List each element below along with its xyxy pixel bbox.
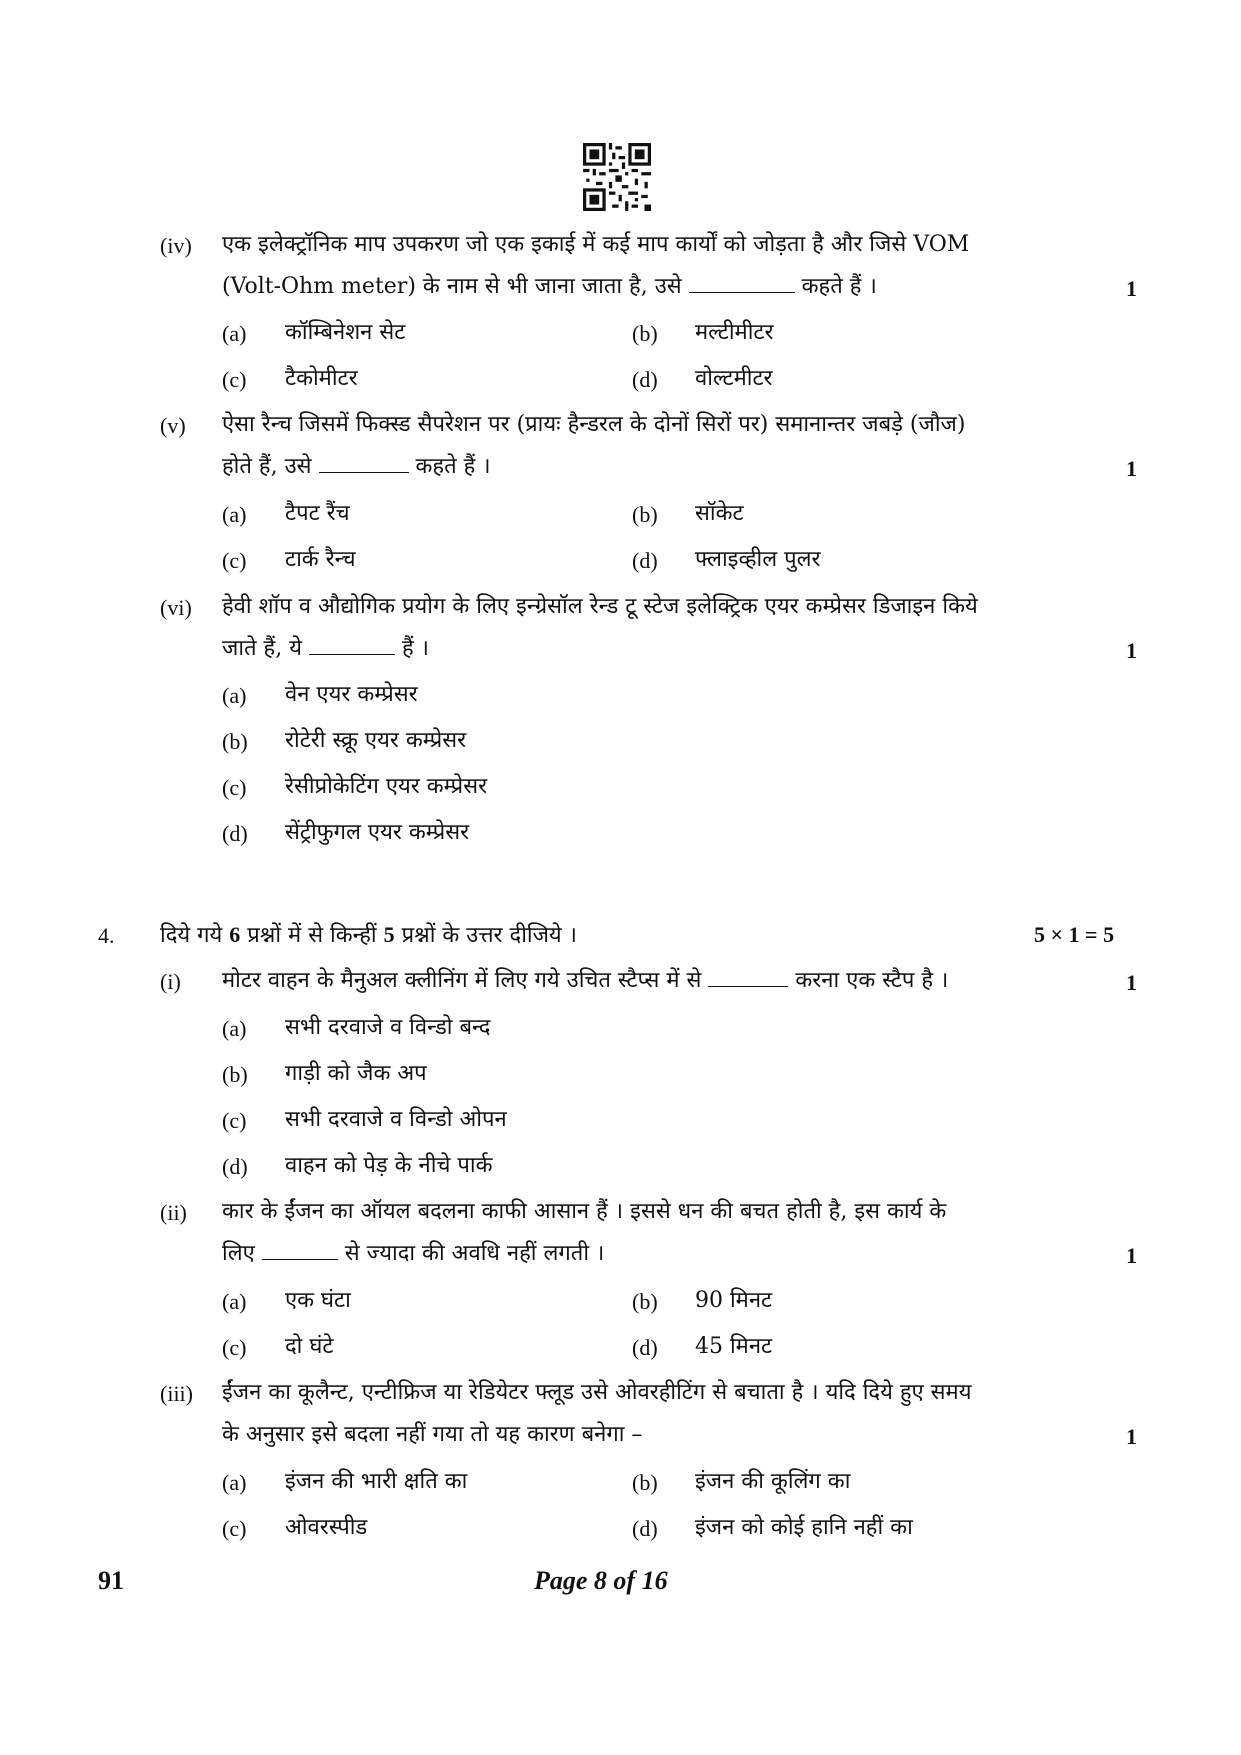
option-text: वेन एयर कम्प्रेसर [285, 682, 418, 707]
option-label: (c) [222, 367, 247, 392]
answer-blank [262, 1241, 338, 1260]
option-label: (a) [222, 321, 247, 346]
answer-blank [309, 636, 395, 655]
option-text: दो घंटे [285, 1334, 334, 1359]
option-text: एक घंटा [285, 1288, 351, 1313]
section-instructions: दिये गये 6 प्रश्नों में से किन्हीं 5 प्रश्नों के उत्तर दीजिये । [160, 922, 578, 948]
question-number: (vi) [160, 595, 192, 620]
option-label: (a) [222, 1470, 247, 1495]
option-label: (d) [632, 548, 658, 573]
option-label: (d) [632, 1516, 658, 1541]
option-label: (c) [222, 1516, 247, 1541]
option-text: फ्लाइव्हील पुलर [695, 547, 821, 572]
question-text: कार के ईंजन का ऑयल बदलना काफी आसान हैं । इससे धन की बचत होती है, इस कार्य के [222, 1199, 947, 1224]
question-number: (i) [160, 969, 181, 994]
option-text: वोल्टमीटर [695, 366, 773, 391]
option-label: (c) [222, 775, 247, 800]
option-label: (b) [222, 1062, 248, 1087]
question-text: ईंजन का कूलैन्ट, एन्टीफ्रिज या रेडियेटर फ्लूड उसे ओवरहीटिंग से बचाता है । यदि दिये हुए समय [222, 1380, 972, 1405]
option-text: रोटेरी स्क्रू एयर कम्प्रेसर [285, 728, 467, 753]
question-marks: 1 [1126, 970, 1137, 995]
question-number: (iv) [160, 233, 192, 258]
section-number: 4. [98, 923, 115, 948]
option-label: (d) [632, 367, 658, 392]
option-text: टैकोमीटर [285, 366, 358, 391]
question-marks: 1 [1126, 456, 1137, 481]
question-text-line2: होते हैं, उसे कहते हैं । [222, 454, 491, 479]
option-label: (b) [632, 1289, 658, 1314]
option-label: (d) [222, 821, 248, 846]
question-text-line2: के अनुसार इसे बदला नहीं गया तो यह कारण बनेगा – [222, 1422, 643, 1447]
option-label: (c) [222, 548, 247, 573]
option-label: (b) [632, 321, 658, 346]
question-marks: 1 [1126, 1243, 1137, 1268]
question-text: एक इलेक्ट्रॉनिक माप उपकरण जो एक इकाई में कई माप कार्यों को जोड़ता है और जिसे VOM [222, 232, 970, 257]
question-text-line2: (Volt-Ohm meter) के नाम से भी जाना जाता है, उसे कहते हैं । [222, 274, 877, 299]
page-number: Page 8 of 16 [534, 1566, 668, 1595]
question-text: ऐसा रैन्च जिसमें फिक्स्ड सैपरेशन पर (प्रायः हैन्डरल के दोनों सिरों पर) समानान्तर जबड़े (जौज) [222, 412, 966, 437]
option-label: (c) [222, 1335, 247, 1360]
option-label: (b) [632, 502, 658, 527]
option-label: (a) [222, 1016, 247, 1041]
question-text: हेवी शॉप व औद्योगिक प्रयोग के लिए इन्ग्रेसॉल रेन्ड टू स्टेज इलेक्ट्रिक एयर कम्प्रेसर डिजाइन किये [222, 594, 978, 619]
option-label: (a) [222, 502, 247, 527]
question-marks: 1 [1126, 1424, 1137, 1449]
option-text: 90 मिनट [695, 1288, 773, 1313]
question-number: (ii) [160, 1200, 187, 1225]
option-label: (b) [632, 1470, 658, 1495]
option-text: कॉम्बिनेशन सेट [285, 320, 406, 345]
section-marks: 5 × 1 = 5 [1034, 922, 1115, 947]
option-text: गाड़ी को जैक अप [285, 1061, 427, 1086]
option-text: सेंट्रीफुगल एयर कम्प्रेसर [285, 820, 470, 845]
option-text: टार्क रैन्च [285, 547, 356, 572]
paper-code: 91 [98, 1566, 124, 1595]
option-text: वाहन को पेड़ के नीचे पार्क [285, 1153, 493, 1178]
question-number: (v) [160, 413, 186, 438]
answer-blank [319, 454, 409, 473]
option-label: (a) [222, 1289, 247, 1314]
option-text: ओवरस्पीड [285, 1515, 368, 1540]
option-text: सभी दरवाजे व विन्डो बन्द [285, 1015, 491, 1040]
option-text: 45 मिनट [695, 1334, 773, 1359]
question-marks: 1 [1126, 276, 1137, 301]
option-text: रेसीप्रोकेटिंग एयर कम्प्रेसर [285, 774, 488, 799]
option-text: इंजन की कूलिंग का [695, 1469, 851, 1494]
option-text: इंजन की भारी क्षति का [285, 1469, 468, 1494]
option-label: (d) [632, 1335, 658, 1360]
question-text-line2: लिए से ज्यादा की अवधि नहीं लगती । [222, 1241, 605, 1266]
option-label: (b) [222, 729, 248, 754]
qr-code-icon [583, 143, 651, 211]
question-number: (iii) [160, 1381, 193, 1406]
option-text: सॉकेट [695, 501, 744, 526]
question-text: मोटर वाहन के मैनुअल क्लीनिंग में लिए गये उचित स्टैप्स में से करना एक स्टैप है । [222, 968, 949, 993]
option-label: (a) [222, 683, 247, 708]
option-label: (c) [222, 1108, 247, 1133]
option-label: (d) [222, 1154, 248, 1179]
answer-blank [689, 274, 795, 293]
option-text: मल्टीमीटर [695, 320, 774, 345]
question-text-line2: जाते हैं, ये हैं । [222, 636, 429, 661]
answer-blank [708, 968, 788, 987]
option-text: सभी दरवाजे व विन्डो ओपन [285, 1107, 507, 1132]
option-text: इंजन को कोई हानि नहीं का [695, 1515, 913, 1540]
question-marks: 1 [1126, 638, 1137, 663]
option-text: टैपट रैंच [285, 501, 350, 526]
